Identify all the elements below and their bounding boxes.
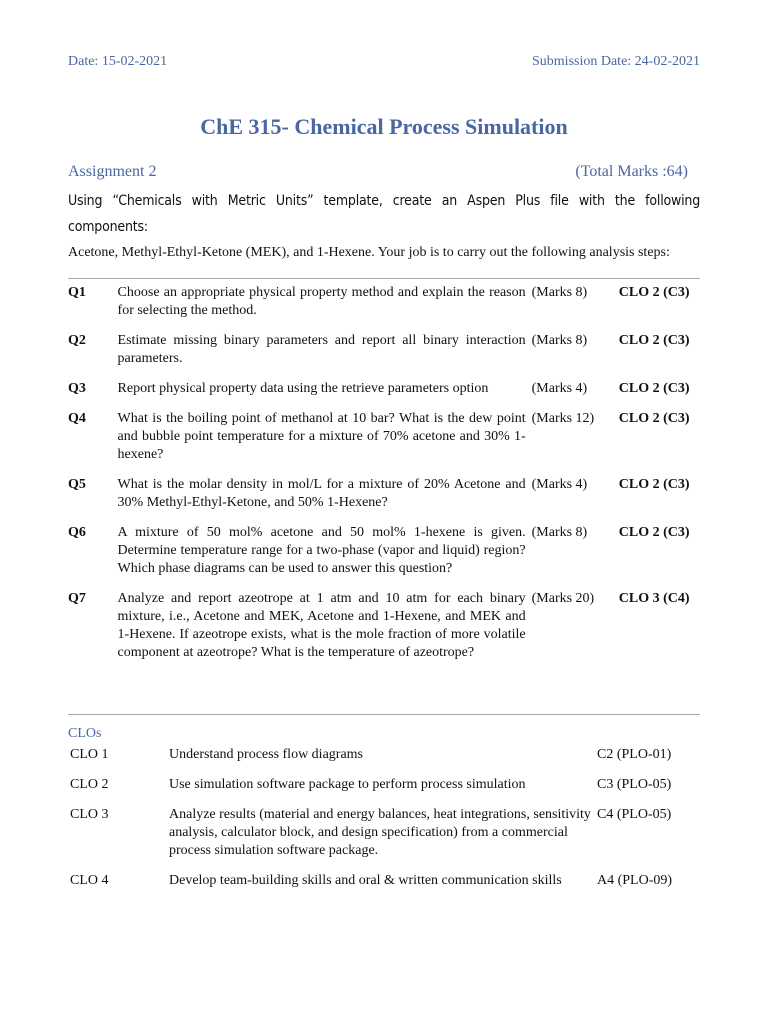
question-number: Q3: [68, 381, 86, 396]
clo-row: [70, 872, 710, 890]
question-number: Q5: [68, 477, 86, 492]
question-marks: (Marks 4): [531, 381, 588, 396]
intro-rest: Acetone, Methyl-Ethyl-Ketone (MEK), and 1-Hexene. Your job is to carry out the following analysis steps:: [68, 245, 670, 260]
question-number: Q2: [68, 333, 86, 348]
document-title: ChE 315- Chemical Process Simulation: [200, 114, 568, 139]
clo-description: Use simulation software package to perform process simulation: [169, 777, 526, 792]
question-marks: (Marks 12): [531, 411, 595, 426]
question-text: Analyze and report azeotrope at 1 atm and 10 atm for each binary mixture, i.e., Acetone and MEK, Acetone and 1-Hexene, and MEK and 1-Hexene. If azeotrope exists, what is the mole fraction of more volatile component at azeotrope? What is the temperature of azeotrope?: [117, 591, 526, 660]
question-row: [68, 524, 700, 578]
clo-plo: C2 (PLO-01): [597, 747, 672, 762]
question-clo: CLO 2 (C3): [618, 411, 690, 426]
clo-row: [70, 776, 710, 794]
divider-top: [68, 278, 700, 279]
clo-code: CLO 2: [70, 777, 109, 792]
question-number: Q1: [68, 285, 86, 300]
question-clo: CLO 2 (C3): [618, 477, 690, 492]
clo-description: Analyze results (material and energy balances, heat integrations, sensitivity analysis, calculator block, and design specification) from a commercial process simulation software package.: [169, 807, 591, 858]
question-marks: (Marks 20): [531, 591, 595, 606]
question-clo: CLO 2 (C3): [618, 381, 690, 396]
question-clo: CLO 2 (C3): [618, 285, 690, 300]
assignment-label: Assignment 2: [68, 163, 157, 180]
question-clo: CLO 2 (C3): [618, 333, 690, 348]
question-marks: (Marks 8): [531, 333, 588, 348]
question-row: [68, 410, 700, 464]
submission-date: Submission Date: 24-02-2021: [532, 54, 700, 69]
total-marks: (Total Marks :64): [575, 163, 688, 180]
question-marks: (Marks 8): [531, 285, 588, 300]
clo-row: [70, 806, 710, 860]
clos-table: [70, 746, 710, 902]
question-number: Q6: [68, 525, 86, 540]
clo-code: CLO 1: [70, 747, 109, 762]
divider-bottom: [68, 714, 700, 715]
question-clo: CLO 3 (C4): [618, 591, 690, 606]
question-row: [68, 332, 700, 368]
question-number: Q7: [68, 591, 86, 606]
question-text: Choose an appropriate physical property method and explain the reason for selecting the method.: [117, 285, 526, 318]
question-row: [68, 284, 700, 320]
question-row: [68, 590, 700, 662]
question-text: What is the boiling point of methanol at 10 bar? What is the dew point and bubble point temperature for a mixture of 70% acetone and 30% 1-hexene?: [117, 411, 526, 462]
clo-code: CLO 4: [70, 873, 109, 888]
question-text: Report physical property data using the retrieve parameters option: [117, 381, 489, 396]
question-marks: (Marks 4): [531, 477, 588, 492]
question-text: A mixture of 50 mol% acetone and 50 mol% 1-hexene is given. Determine temperature range for a two-phase (vapor and liquid) region? Which phase diagrams can be used to answer this question?: [117, 525, 526, 576]
question-text: What is the molar density in mol/L for a mixture of 20% Acetone and 30% Methyl-Ethyl-Ketone, and 50% 1-Hexene?: [117, 477, 526, 510]
clo-description: Understand process flow diagrams: [169, 747, 364, 762]
question-marks: (Marks 8): [531, 525, 588, 540]
question-clo: CLO 2 (C3): [618, 525, 690, 540]
question-row: [68, 380, 700, 398]
clo-code: CLO 3: [70, 807, 109, 822]
question-text: Estimate missing binary parameters and report all binary interaction parameters.: [117, 333, 526, 366]
question-row: [68, 476, 700, 512]
clos-heading: CLOs: [68, 726, 102, 741]
intro-paragraph: [68, 188, 700, 266]
clo-plo: C4 (PLO-05): [597, 807, 672, 822]
question-number: Q4: [68, 411, 86, 426]
questions-table: [68, 284, 700, 674]
clo-description: Develop team-building skills and oral & written communication skills: [169, 873, 562, 888]
clo-plo: A4 (PLO-09): [597, 873, 673, 888]
clo-row: [70, 746, 710, 764]
intro-line-1: Using “Chemicals with Metric Units” template, create an Aspen Plus file with the following components:: [68, 193, 700, 235]
assignment-date: Date: 15-02-2021: [68, 54, 168, 69]
clo-plo: C3 (PLO-05): [597, 777, 672, 792]
